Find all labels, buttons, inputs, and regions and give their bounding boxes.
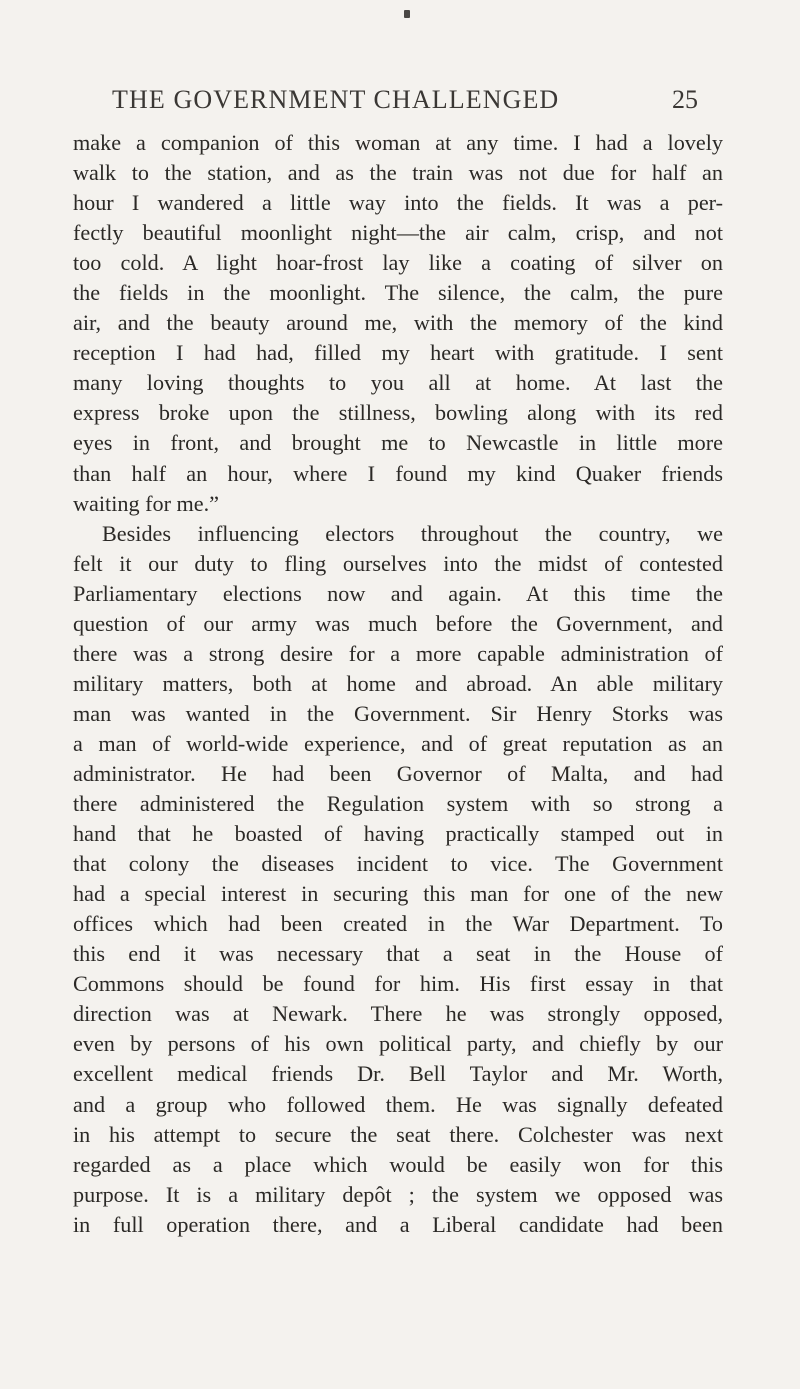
text-line: and a group who followed them. He was signally defeated xyxy=(73,1091,723,1117)
text-line: too cold. A light hoar-frost lay like a coating of silver on xyxy=(73,250,723,276)
text-line: in full operation there, and a Liberal candidate had been xyxy=(73,1211,723,1237)
running-header xyxy=(112,82,700,122)
printer-mark xyxy=(404,10,410,18)
text-line: felt it our duty to fling ourselves into the midst of contested xyxy=(73,550,723,576)
text-line: regarded as a place which would be easily won for this xyxy=(73,1151,723,1177)
body-text xyxy=(73,128,723,1240)
text-line: a man of world-wide experience, and of great reputation as an xyxy=(73,730,723,756)
text-line: direction was at Newark. There he was strongly opposed, xyxy=(73,1001,723,1027)
text-line: there administered the Regulation system with so strong a xyxy=(73,791,723,817)
running-title: THE GOVERNMENT CHALLENGED xyxy=(112,85,560,114)
text-line: there was a strong desire for a more capable administration of xyxy=(73,640,723,666)
text-line: in his attempt to secure the seat there. Colchester was next xyxy=(73,1121,723,1147)
text-line: Commons should be found for him. His first essay in that xyxy=(73,971,723,997)
text-line: excellent medical friends Dr. Bell Taylor and Mr. Worth, xyxy=(73,1061,723,1087)
text-line: many loving thoughts to you all at home. At last the xyxy=(73,370,723,396)
text-line: military matters, both at home and abroad. An able military xyxy=(73,670,723,696)
text-line: administrator. He had been Governor of Malta, and had xyxy=(73,760,723,786)
text-line: the fields in the moonlight. The silence, the calm, the pure xyxy=(73,280,723,306)
text-line: walk to the station, and as the train was not due for half an xyxy=(73,160,723,186)
text-line: eyes in front, and brought me to Newcastle in little more xyxy=(73,430,723,456)
page-number: 25 xyxy=(672,85,698,114)
text-line: man was wanted in the Government. Sir Henry Storks was xyxy=(73,700,723,726)
text-line: Parliamentary elections now and again. At this time the xyxy=(73,580,723,606)
text-line: offices which had been created in the War Department. To xyxy=(73,911,723,937)
text-line: question of our army was much before the Government, and xyxy=(73,610,723,636)
text-line: that colony the diseases incident to vice. The Government xyxy=(73,851,723,877)
text-line: hand that he boasted of having practically stamped out in xyxy=(73,821,723,847)
text-line: reception I had had, filled my heart with gratitude. I sent xyxy=(73,340,723,366)
text-line: Besides influencing electors throughout the country, we xyxy=(102,520,723,546)
text-line: even by persons of his own political party, and chiefly by our xyxy=(73,1031,723,1057)
text-line: express broke upon the stillness, bowling along with its red xyxy=(73,400,723,426)
text-line: had a special interest in securing this man for one of the new xyxy=(73,881,723,907)
text-line: fectly beautiful moonlight night—the air calm, crisp, and not xyxy=(73,220,723,246)
text-line: than half an hour, where I found my kind Quaker friends xyxy=(73,460,723,486)
text-line: purpose. It is a military depôt ; the system we opposed was xyxy=(73,1181,723,1207)
text-line: waiting for me.” xyxy=(73,490,220,516)
text-line: this end it was necessary that a seat in the House of xyxy=(73,941,723,967)
text-line: air, and the beauty around me, with the memory of the kind xyxy=(73,310,723,336)
text-line: hour I wandered a little way into the fields. It was a per- xyxy=(73,190,723,216)
text-line: make a companion of this woman at any time. I had a lovely xyxy=(73,130,723,155)
